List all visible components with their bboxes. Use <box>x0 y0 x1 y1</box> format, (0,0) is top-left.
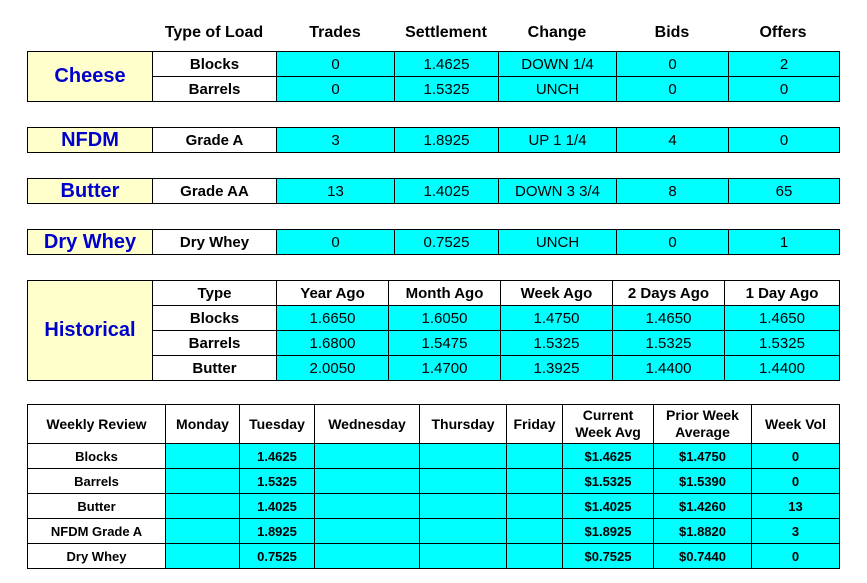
weekly-cell: 1.5325 <box>240 469 315 494</box>
weekly-cell <box>420 469 507 494</box>
weekly-cell: 1.4025 <box>240 494 315 519</box>
weekly-cell <box>315 494 420 519</box>
cheese-blocks-change: DOWN 1/4 <box>499 52 617 77</box>
weekly-cell: 0 <box>752 544 840 569</box>
drywhey-type: Dry Whey <box>153 230 277 255</box>
cheese-barrels-offers: 0 <box>729 77 840 102</box>
drywhey-bids: 0 <box>617 230 729 255</box>
historical-cell: 1.4650 <box>725 306 840 331</box>
header-change: Change <box>527 24 587 41</box>
nfdm-offers: 0 <box>729 128 840 153</box>
historical-row-type: Barrels <box>153 331 277 356</box>
weekly-cell: 0 <box>752 469 840 494</box>
weekly-cell <box>315 519 420 544</box>
butter-table <box>27 178 840 204</box>
cheese-blocks-settlement: 1.4625 <box>395 52 499 77</box>
historical-cell: 1.6650 <box>277 306 389 331</box>
weekly-cell: $1.4625 <box>563 444 654 469</box>
weekly-header: Current Week Avg <box>563 405 654 444</box>
weekly-row-label: Dry Whey <box>28 544 166 569</box>
cheese-blocks-type: Blocks <box>153 52 277 77</box>
weekly-header: Monday <box>166 405 240 444</box>
butter-offers: 65 <box>729 179 840 204</box>
weekly-cell: $1.8820 <box>654 519 752 544</box>
weekly-review-table <box>27 404 840 569</box>
weekly-header: Thursday <box>420 405 507 444</box>
drywhey-table <box>27 229 840 255</box>
weekly-cell <box>420 544 507 569</box>
historical-header: Month Ago <box>389 281 501 306</box>
historical-cell: 1.4650 <box>613 306 725 331</box>
butter-settlement: 1.4025 <box>395 179 499 204</box>
historical-row-type: Blocks <box>153 306 277 331</box>
weekly-header: Weekly Review <box>28 405 166 444</box>
header-settlement: Settlement <box>405 24 487 41</box>
historical-cell: 1.5325 <box>501 331 613 356</box>
historical-cell: 1.4400 <box>725 356 840 381</box>
cheese-barrels-trades: 0 <box>277 77 395 102</box>
weekly-cell: $1.5390 <box>654 469 752 494</box>
weekly-cell <box>420 519 507 544</box>
butter-label: Butter <box>28 179 153 204</box>
historical-cell: 1.5325 <box>613 331 725 356</box>
weekly-cell: $0.7440 <box>654 544 752 569</box>
weekly-row-label: Blocks <box>28 444 166 469</box>
historical-cell: 1.5475 <box>389 331 501 356</box>
weekly-cell <box>166 494 240 519</box>
historical-header: 1 Day Ago <box>725 281 840 306</box>
drywhey-trades: 0 <box>277 230 395 255</box>
drywhey-label: Dry Whey <box>28 230 153 255</box>
historical-label: Historical <box>28 281 153 381</box>
weekly-header: Friday <box>507 405 563 444</box>
nfdm-table <box>27 127 840 153</box>
nfdm-bids: 4 <box>617 128 729 153</box>
nfdm-settlement: 1.8925 <box>395 128 499 153</box>
weekly-cell <box>507 544 563 569</box>
historical-header: Week Ago <box>501 281 613 306</box>
butter-trades: 13 <box>277 179 395 204</box>
cheese-table <box>27 51 840 102</box>
weekly-cell <box>315 469 420 494</box>
historical-header: 2 Days Ago <box>613 281 725 306</box>
header-trades: Trades <box>309 24 361 41</box>
nfdm-label: NFDM <box>28 128 153 153</box>
historical-header: Year Ago <box>277 281 389 306</box>
historical-table <box>27 280 840 381</box>
weekly-cell: 3 <box>752 519 840 544</box>
weekly-cell: $1.4025 <box>563 494 654 519</box>
drywhey-offers: 1 <box>729 230 840 255</box>
weekly-row-label: Butter <box>28 494 166 519</box>
weekly-cell: $1.5325 <box>563 469 654 494</box>
weekly-cell <box>507 519 563 544</box>
historical-cell: 1.6800 <box>277 331 389 356</box>
drywhey-settlement: 0.7525 <box>395 230 499 255</box>
drywhey-change: UNCH <box>499 230 617 255</box>
weekly-cell <box>507 494 563 519</box>
historical-cell: 1.5325 <box>725 331 840 356</box>
weekly-cell <box>507 469 563 494</box>
historical-cell: 1.4400 <box>613 356 725 381</box>
historical-cell: 1.4750 <box>501 306 613 331</box>
weekly-cell <box>315 444 420 469</box>
header-bids: Bids <box>654 24 690 41</box>
weekly-cell <box>166 469 240 494</box>
weekly-cell: 13 <box>752 494 840 519</box>
historical-cell: 2.0050 <box>277 356 389 381</box>
butter-bids: 8 <box>617 179 729 204</box>
weekly-cell: 0 <box>752 444 840 469</box>
historical-row-type: Butter <box>153 356 277 381</box>
historical-cell: 1.3925 <box>501 356 613 381</box>
cheese-barrels-settlement: 1.5325 <box>395 77 499 102</box>
historical-cell: 1.6050 <box>389 306 501 331</box>
weekly-cell: 1.8925 <box>240 519 315 544</box>
weekly-cell <box>420 444 507 469</box>
weekly-row-label: NFDM Grade A <box>28 519 166 544</box>
weekly-cell <box>166 519 240 544</box>
cheese-barrels-bids: 0 <box>617 77 729 102</box>
nfdm-type: Grade A <box>153 128 277 153</box>
nfdm-trades: 3 <box>277 128 395 153</box>
weekly-cell: $1.4750 <box>654 444 752 469</box>
weekly-cell: 1.4625 <box>240 444 315 469</box>
weekly-header: Week Vol <box>752 405 840 444</box>
weekly-row-label: Barrels <box>28 469 166 494</box>
cheese-label: Cheese <box>28 52 153 102</box>
historical-cell: 1.4700 <box>389 356 501 381</box>
cheese-blocks-offers: 2 <box>729 52 840 77</box>
weekly-cell: $1.4260 <box>654 494 752 519</box>
header-type-of-load: Type of Load <box>164 24 264 41</box>
historical-header: Type <box>153 281 277 306</box>
weekly-cell <box>166 444 240 469</box>
weekly-cell <box>420 494 507 519</box>
weekly-cell <box>166 544 240 569</box>
weekly-header: Prior Week Average <box>654 405 752 444</box>
weekly-cell: $1.8925 <box>563 519 654 544</box>
cheese-barrels-change: UNCH <box>499 77 617 102</box>
butter-change: DOWN 3 3/4 <box>499 179 617 204</box>
cheese-blocks-bids: 0 <box>617 52 729 77</box>
nfdm-change: UP 1 1/4 <box>499 128 617 153</box>
weekly-header: Wednesday <box>315 405 420 444</box>
weekly-cell <box>315 544 420 569</box>
weekly-cell: $0.7525 <box>563 544 654 569</box>
cheese-blocks-trades: 0 <box>277 52 395 77</box>
weekly-cell <box>507 444 563 469</box>
weekly-header: Tuesday <box>240 405 315 444</box>
cheese-barrels-type: Barrels <box>153 77 277 102</box>
weekly-cell: 0.7525 <box>240 544 315 569</box>
butter-type: Grade AA <box>153 179 277 204</box>
header-offers: Offers <box>759 24 807 41</box>
